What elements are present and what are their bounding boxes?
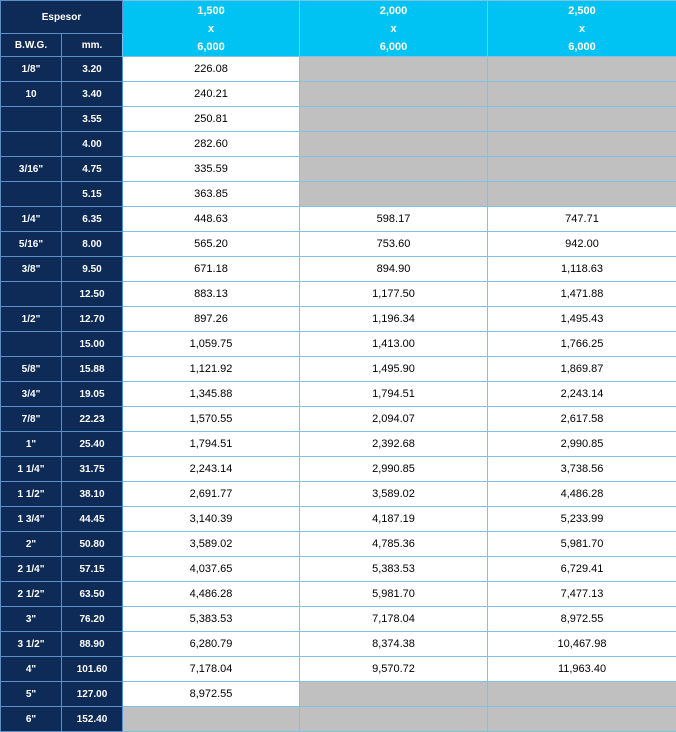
table-row — [1, 357, 676, 382]
mm-cell: 57.15 — [62, 557, 123, 582]
mm-cell: 63.50 — [62, 582, 123, 607]
price-cell: 1,766.25 — [488, 332, 676, 357]
price-cell: 942.00 — [488, 232, 676, 257]
price-cell: 2,094.07 — [300, 407, 488, 432]
mm-cell: 3.20 — [62, 57, 123, 82]
unavailable-cell — [488, 682, 676, 707]
table-row — [1, 532, 676, 557]
bwg-cell — [1, 132, 62, 157]
price-cell: 7,178.04 — [123, 657, 300, 682]
bwg-cell: 7/8" — [1, 407, 62, 432]
price-cell: 1,121.92 — [123, 357, 300, 382]
table-row — [1, 582, 676, 607]
mm-cell: 25.40 — [62, 432, 123, 457]
price-cell: 1,495.43 — [488, 307, 676, 332]
bwg-cell: 3/4" — [1, 382, 62, 407]
table-row — [1, 482, 676, 507]
price-cell: 1,471.88 — [488, 282, 676, 307]
unavailable-cell — [300, 707, 488, 732]
price-cell: 6,729.41 — [488, 557, 676, 582]
price-cell: 448.63 — [123, 207, 300, 232]
price-cell: 1,495.90 — [300, 357, 488, 382]
bwg-cell: 2 1/2" — [1, 582, 62, 607]
price-cell: 7,477.13 — [488, 582, 676, 607]
mm-cell: 38.10 — [62, 482, 123, 507]
table-row — [1, 332, 676, 357]
header-bwg: B.W.G. — [1, 34, 62, 57]
price-cell: 2,990.85 — [488, 432, 676, 457]
price-cell: 1,794.51 — [300, 382, 488, 407]
mm-cell: 22.23 — [62, 407, 123, 432]
header-col-3-x: x — [488, 20, 676, 38]
price-cell: 1,118.63 — [488, 257, 676, 282]
price-cell: 753.60 — [300, 232, 488, 257]
table-row — [1, 382, 676, 407]
header-mm: mm. — [62, 34, 123, 57]
price-cell: 5,233.99 — [488, 507, 676, 532]
table-row — [1, 157, 676, 182]
unavailable-cell — [300, 182, 488, 207]
unavailable-cell — [300, 82, 488, 107]
price-cell: 250.81 — [123, 107, 300, 132]
price-cell: 565.20 — [123, 232, 300, 257]
price-cell: 883.13 — [123, 282, 300, 307]
price-cell: 1,196.34 — [300, 307, 488, 332]
bwg-cell: 6" — [1, 707, 62, 732]
bwg-cell: 5/8" — [1, 357, 62, 382]
mm-cell: 3.55 — [62, 107, 123, 132]
mm-cell: 101.60 — [62, 657, 123, 682]
mm-cell: 88.90 — [62, 632, 123, 657]
unavailable-cell — [488, 107, 676, 132]
price-cell: 3,140.39 — [123, 507, 300, 532]
bwg-cell: 1/2" — [1, 307, 62, 332]
header-row-top — [1, 1, 676, 34]
price-cell: 10,467.98 — [488, 632, 676, 657]
table-row — [1, 257, 676, 282]
bwg-cell: 10 — [1, 82, 62, 107]
mm-cell: 76.20 — [62, 607, 123, 632]
price-cell: 3,589.02 — [123, 532, 300, 557]
price-cell: 4,486.28 — [488, 482, 676, 507]
mm-cell: 15.00 — [62, 332, 123, 357]
table-row — [1, 82, 676, 107]
header-col-2-length: 6,000 — [300, 38, 487, 56]
bwg-cell: 5/16" — [1, 232, 62, 257]
bwg-cell: 5" — [1, 682, 62, 707]
bwg-cell: 2" — [1, 532, 62, 557]
bwg-cell — [1, 332, 62, 357]
table-row — [1, 682, 676, 707]
header-col-3 — [488, 1, 676, 57]
unavailable-cell — [300, 57, 488, 82]
header-col-3-width: 2,500 — [488, 2, 676, 20]
unavailable-cell — [300, 132, 488, 157]
bwg-cell: 1" — [1, 432, 62, 457]
table-row — [1, 307, 676, 332]
price-cell: 6,280.79 — [123, 632, 300, 657]
price-cell: 4,187.19 — [300, 507, 488, 532]
table-row — [1, 207, 676, 232]
price-cell: 894.90 — [300, 257, 488, 282]
unavailable-cell — [488, 157, 676, 182]
unavailable-cell — [488, 707, 676, 732]
unavailable-cell — [488, 57, 676, 82]
bwg-cell: 3 1/2" — [1, 632, 62, 657]
mm-cell: 19.05 — [62, 382, 123, 407]
price-cell: 5,981.70 — [488, 532, 676, 557]
table-row — [1, 57, 676, 82]
bwg-cell: 1 1/2" — [1, 482, 62, 507]
price-cell: 1,570.55 — [123, 407, 300, 432]
unavailable-cell — [488, 82, 676, 107]
price-cell: 897.26 — [123, 307, 300, 332]
price-cell: 5,981.70 — [300, 582, 488, 607]
bwg-cell: 2 1/4" — [1, 557, 62, 582]
price-cell: 226.08 — [123, 57, 300, 82]
table-row — [1, 182, 676, 207]
header-col-2 — [300, 1, 488, 57]
price-cell: 4,037.65 — [123, 557, 300, 582]
table-row — [1, 607, 676, 632]
mm-cell: 15.88 — [62, 357, 123, 382]
mm-cell: 3.40 — [62, 82, 123, 107]
table-row — [1, 232, 676, 257]
price-cell: 8,972.55 — [123, 682, 300, 707]
table-row — [1, 632, 676, 657]
price-cell: 363.85 — [123, 182, 300, 207]
price-cell: 671.18 — [123, 257, 300, 282]
price-cell: 1,869.87 — [488, 357, 676, 382]
bwg-cell: 4" — [1, 657, 62, 682]
price-cell: 240.21 — [123, 82, 300, 107]
header-col-1 — [123, 1, 300, 57]
bwg-cell — [1, 107, 62, 132]
price-cell: 598.17 — [300, 207, 488, 232]
price-cell: 5,383.53 — [123, 607, 300, 632]
mm-cell: 6.35 — [62, 207, 123, 232]
table-row — [1, 282, 676, 307]
price-cell: 2,392.68 — [300, 432, 488, 457]
price-cell: 2,617.58 — [488, 407, 676, 432]
header-col-1-length: 6,000 — [123, 38, 299, 56]
bwg-cell — [1, 282, 62, 307]
unavailable-cell — [300, 157, 488, 182]
table-row — [1, 457, 676, 482]
price-cell: 335.59 — [123, 157, 300, 182]
price-cell: 747.71 — [488, 207, 676, 232]
table-row — [1, 432, 676, 457]
unavailable-cell — [300, 107, 488, 132]
price-cell: 282.60 — [123, 132, 300, 157]
header-col-2-width: 2,000 — [300, 2, 487, 20]
mm-cell: 31.75 — [62, 457, 123, 482]
price-cell: 1,345.88 — [123, 382, 300, 407]
table-row — [1, 132, 676, 157]
price-cell: 4,486.28 — [123, 582, 300, 607]
mm-cell: 127.00 — [62, 682, 123, 707]
mm-cell: 8.00 — [62, 232, 123, 257]
mm-cell: 12.70 — [62, 307, 123, 332]
mm-cell: 9.50 — [62, 257, 123, 282]
price-cell: 2,990.85 — [300, 457, 488, 482]
table-row — [1, 657, 676, 682]
price-cell: 4,785.36 — [300, 532, 488, 557]
header-col-3-length: 6,000 — [488, 38, 676, 56]
mm-cell: 5.15 — [62, 182, 123, 207]
unavailable-cell — [488, 182, 676, 207]
price-cell: 9,570.72 — [300, 657, 488, 682]
table-row — [1, 707, 676, 732]
table-row — [1, 407, 676, 432]
table-row — [1, 507, 676, 532]
price-cell: 1,794.51 — [123, 432, 300, 457]
bwg-cell: 1 3/4" — [1, 507, 62, 532]
bwg-cell: 3/16" — [1, 157, 62, 182]
bwg-cell: 3" — [1, 607, 62, 632]
header-col-1-width: 1,500 — [123, 2, 299, 20]
bwg-cell: 3/8" — [1, 257, 62, 282]
price-cell: 1,177.50 — [300, 282, 488, 307]
mm-cell: 44.45 — [62, 507, 123, 532]
bwg-cell: 1/8" — [1, 57, 62, 82]
price-cell: 7,178.04 — [300, 607, 488, 632]
price-cell: 5,383.53 — [300, 557, 488, 582]
price-cell: 2,691.77 — [123, 482, 300, 507]
mm-cell: 152.40 — [62, 707, 123, 732]
price-cell: 2,243.14 — [123, 457, 300, 482]
header-espesor: Espesor — [1, 1, 123, 34]
bwg-cell — [1, 182, 62, 207]
mm-cell: 4.75 — [62, 157, 123, 182]
table-body — [1, 57, 676, 732]
price-cell: 2,243.14 — [488, 382, 676, 407]
price-cell: 11,963.40 — [488, 657, 676, 682]
price-cell: 8,374.38 — [300, 632, 488, 657]
header-col-1-x: x — [123, 20, 299, 38]
bwg-cell: 1 1/4" — [1, 457, 62, 482]
table-row — [1, 557, 676, 582]
unavailable-cell — [123, 707, 300, 732]
price-cell: 1,413.00 — [300, 332, 488, 357]
header-col-2-x: x — [300, 20, 487, 38]
price-cell: 3,738.56 — [488, 457, 676, 482]
mm-cell: 50.80 — [62, 532, 123, 557]
unavailable-cell — [488, 132, 676, 157]
unavailable-cell — [300, 682, 488, 707]
price-cell: 3,589.02 — [300, 482, 488, 507]
mm-cell: 4.00 — [62, 132, 123, 157]
bwg-cell: 1/4" — [1, 207, 62, 232]
mm-cell: 12.50 — [62, 282, 123, 307]
price-cell: 1,059.75 — [123, 332, 300, 357]
price-cell: 8,972.55 — [488, 607, 676, 632]
table-row — [1, 107, 676, 132]
